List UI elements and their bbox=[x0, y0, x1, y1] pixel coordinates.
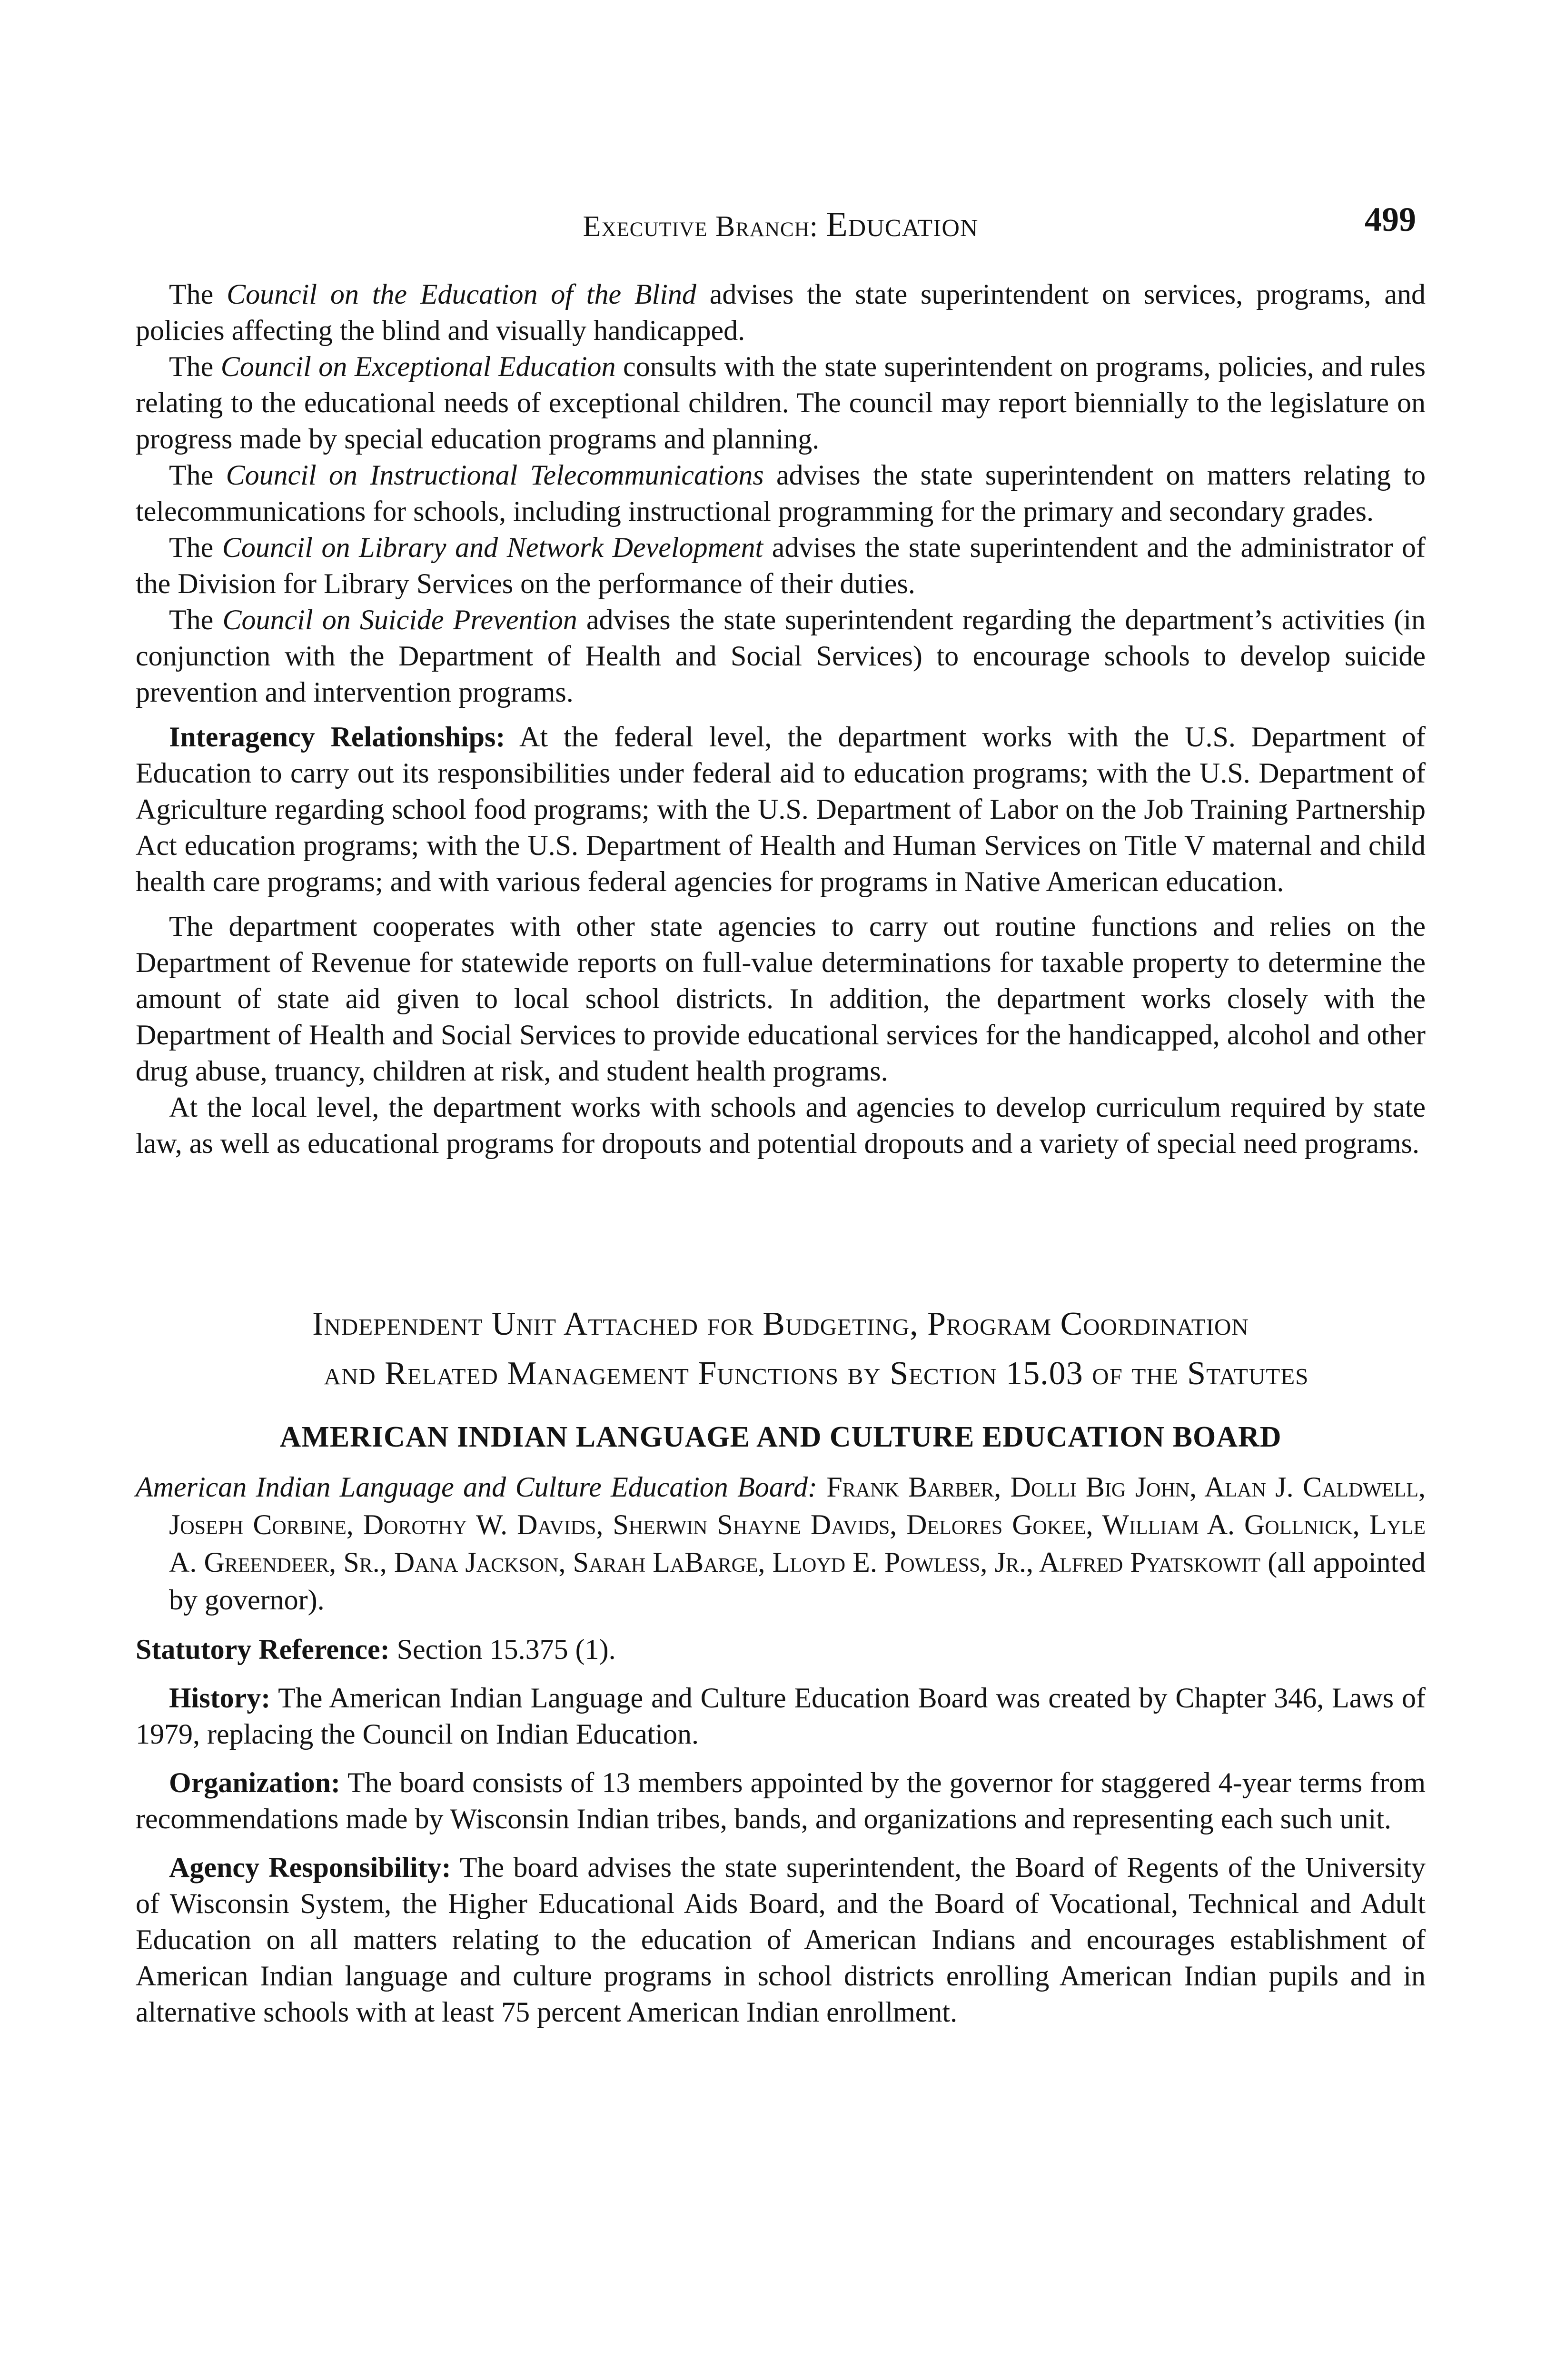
board-members bbox=[136, 1468, 1426, 1619]
independent-unit-heading bbox=[136, 1299, 1426, 1398]
statutory-reference: Statutory Reference: Section 15.375 (1). bbox=[136, 1634, 616, 1665]
running-head-topic: Education bbox=[826, 205, 979, 244]
page-number: 499 bbox=[1365, 200, 1416, 238]
council-paragraph: The Council on Instructional Telecommunications advises the state superintendent on matters relating to telecommunications for schools, including instructional programming for the primary and secondary grades. bbox=[136, 459, 1426, 527]
council-name: Council on Exceptional Education bbox=[220, 351, 616, 382]
agency-responsibility-paragraph: Agency Responsibility: The board advises the state superintendent, the Board of Regents of the University of Wisconsin System, the Higher Educational Aids Board, and the Board of Vocational, Technical and Adult Education on all matters relating to the education of American Indians and encourages establishment of American Indian language and culture programs in school districts enrolling American Indian pupils and in alternative schools with at least 75 percent American Indian enrollment. bbox=[136, 1852, 1426, 2028]
council-name: Council on the Education of the Blind bbox=[227, 278, 696, 310]
members-label: American Indian Language and Culture Education Board: bbox=[136, 1471, 817, 1503]
running-head-title bbox=[136, 205, 1426, 245]
members-note: (all appointed by governor). bbox=[169, 1547, 1426, 1616]
council-paragraph: The Council on Suicide Prevention advises the state superintendent regarding the department’s activities (in conjunction with the Department of Health and Social Services) to encourage schools to develop suicide prevention and intervention programs. bbox=[136, 604, 1426, 708]
interagency-paragraph: Interagency Relationships: At the federal level, the department works with the U.S. Department of Education to carry out its responsibilities under federal aid to education programs; with the U.S. Department of Agriculture regarding school food programs; with the U.S. Department of Labor on the Job Training Partnership Act education programs; with the U.S. Department of Health and Human Services on Title V maternal and child health care programs; and with various federal agencies for programs in Native American education. bbox=[136, 721, 1426, 897]
council-paragraph: The Council on the Education of the Blind advises the state superintendent on services, programs, and policies affecting the blind and visually handicapped. bbox=[136, 278, 1426, 346]
running-head bbox=[136, 200, 1426, 243]
council-name: Council on Suicide Prevention bbox=[222, 604, 577, 635]
history-paragraph: History: The American Indian Language and Culture Education Board was created by Chapter 346, Laws of 1979, replacing the Council on Indian Education. bbox=[136, 1682, 1426, 1750]
local-level-paragraph: At the local level, the department works with schools and agencies to develop curriculum required by state law, as well as educational programs for dropouts and potential dropouts and a variety of special need programs. bbox=[136, 1091, 1426, 1159]
council-paragraph: The Council on Exceptional Education consults with the state superintendent on programs, policies, and rules relating to the educational needs of exceptional children. The council may report biennially to the legislature on progress made by special education programs and planning. bbox=[136, 351, 1426, 455]
council-name: Council on Library and Network Development bbox=[222, 532, 763, 563]
heading-line-1: Independent Unit Attached for Budgeting, Program Coordination bbox=[312, 1306, 1249, 1342]
interagency-label: Interagency Relationships: bbox=[169, 721, 505, 753]
heading-line-2: and Related Management Functions by Section 15.03 of the Statutes bbox=[324, 1355, 1309, 1392]
document-page bbox=[136, 200, 1426, 2030]
running-head-section: Executive Branch: bbox=[583, 210, 818, 243]
members-list: Frank Barber, Dolli Big John, Alan J. Caldwell, Joseph Corbine, Dorothy W. Davids, Sherwin Shayne Davids, Delores Gokee, William A. Gollnick, Lyle A. Greendeer, Sr., Dana Jackson, Sarah LaBarge, Lloyd E. Powless, Jr., Alfred Pyatskowit bbox=[169, 1471, 1426, 1578]
council-paragraph: The Council on Library and Network Development advises the state superintendent and the administrator of the Division for Library Services on the performance of their duties. bbox=[136, 532, 1426, 599]
council-name: Council on Instructional Telecommunications bbox=[226, 459, 764, 491]
board-title: AMERICAN INDIAN LANGUAGE AND CULTURE EDUCATION BOARD bbox=[279, 1421, 1282, 1453]
organization-paragraph: Organization: The board consists of 13 members appointed by the governor for staggered 4-year terms from recommendations made by Wisconsin Indian tribes, bands, and organizations and representing each such unit. bbox=[136, 1767, 1426, 1835]
state-agencies-paragraph: The department cooperates with other state agencies to carry out routine functions and relies on the Department of Revenue for statewide reports on full-value determinations for taxable property to determine the amount of state aid given to local school districts. In addition, the department works closely with the Department of Health and Social Services to provide educational services for the handicapped, alcohol and other drug abuse, truancy, children at risk, and student health programs. bbox=[136, 911, 1426, 1087]
